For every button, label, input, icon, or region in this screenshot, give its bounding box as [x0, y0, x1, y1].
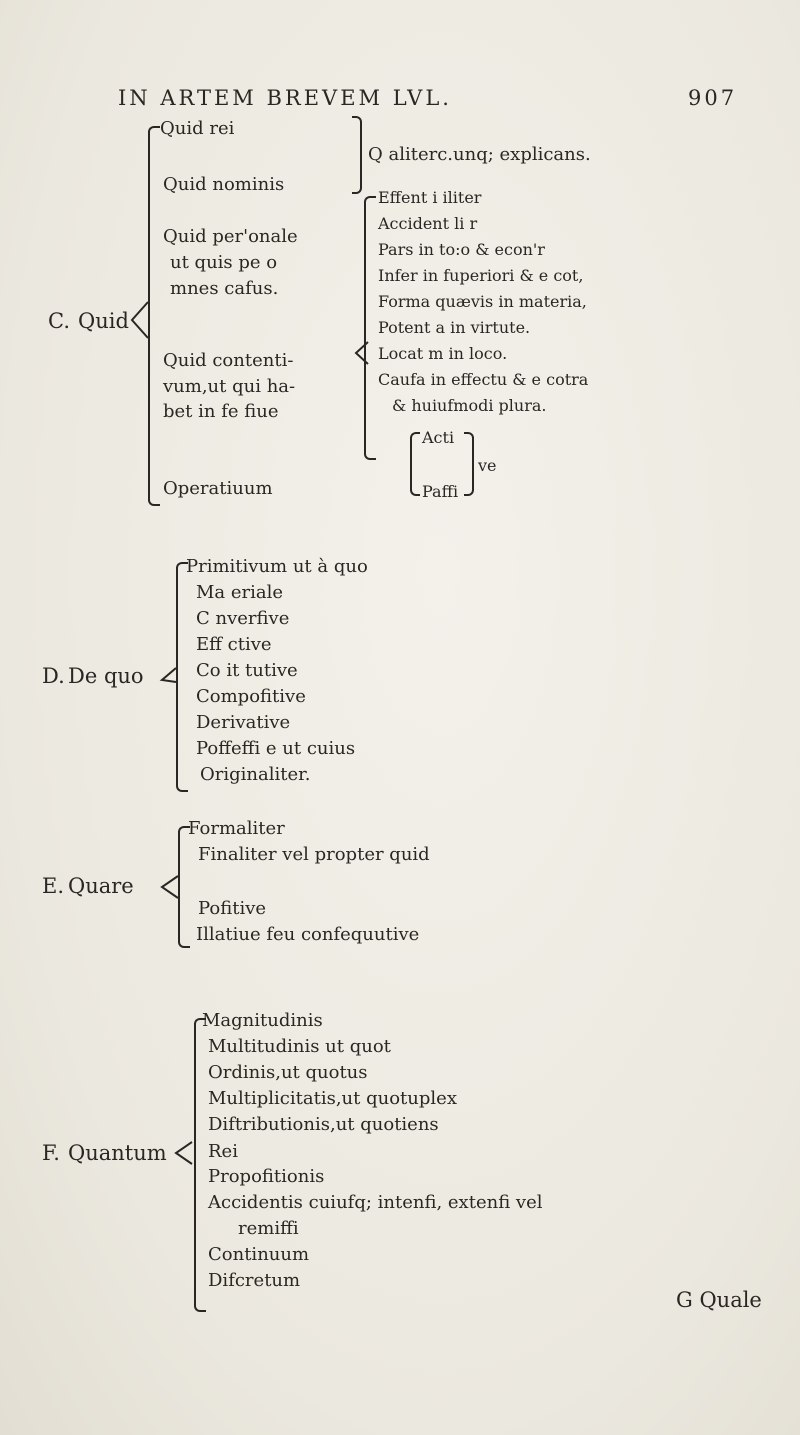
brace-point-c-effect: [354, 340, 370, 366]
effect-item-7: Caufa in effectu & e cotra: [378, 370, 589, 389]
item-d-3: Eff ctive: [196, 634, 272, 655]
running-head: IN ARTEM BREVEM LVL.: [118, 86, 452, 110]
brace-c-effect: [364, 196, 376, 460]
effect-item-6: Locat m in loco.: [378, 344, 508, 363]
page-number: 907: [688, 86, 738, 110]
effect-item-3: Infer in fuperiori & e cot,: [378, 266, 584, 285]
effect-item-8: & huiufmodi plura.: [392, 396, 547, 415]
brace-c-acti-right: [464, 432, 474, 496]
item-f-5: Rei: [208, 1141, 238, 1162]
item-d-5: Compofitive: [196, 686, 306, 707]
section-letter-e: E.: [42, 874, 65, 898]
item-f-10: Difcretum: [208, 1270, 301, 1291]
brace-point-d: [158, 666, 178, 684]
brace-point-c: [128, 300, 150, 340]
section-term-quid: Quid: [78, 309, 129, 333]
item-d-2: C nverfive: [196, 608, 290, 629]
acti-text: Acti: [422, 428, 455, 447]
item-c-6: vum,ut qui ha-: [163, 376, 296, 397]
item-f-2: Ordinis,ut quotus: [208, 1062, 368, 1083]
brace-point-e: [158, 874, 180, 900]
brace-point-f: [172, 1140, 194, 1166]
effect-item-2: Pars in to:o & econ'r: [378, 240, 545, 259]
item-e-3: Illatiue feu confequutive: [196, 924, 420, 945]
item-d-1: Ma eriale: [196, 582, 284, 603]
effect-item-5: Potent a in virtute.: [378, 318, 531, 337]
section-term-quantum: Quantum: [68, 1141, 167, 1165]
item-d-6: Derivative: [196, 712, 291, 733]
item-f-1: Multitudinis ut quot: [208, 1036, 391, 1057]
item-f-3: Multiplicitatis,ut quotuplex: [208, 1088, 457, 1109]
section-letter-f: F.: [42, 1141, 60, 1165]
passi-text: Paffi: [422, 482, 459, 501]
item-c-7: bet in fe fiue: [163, 401, 279, 422]
item-e-0: Formaliter: [188, 818, 285, 839]
brace-c-qualiter: [352, 116, 362, 194]
item-e-1: Finaliter vel propter quid: [198, 844, 430, 865]
item-f-9: Continuum: [208, 1244, 310, 1265]
brace-c-acti: [410, 432, 420, 496]
catchword: G Quale: [676, 1288, 762, 1312]
item-e-2: Pofitive: [198, 898, 267, 919]
effect-item-0: Effent i iliter: [378, 188, 482, 207]
item-c-4: mnes cafus.: [170, 278, 279, 299]
effect-item-4: Forma quævis in materia,: [378, 292, 587, 311]
section-term-de-quo: De quo: [68, 664, 144, 688]
item-f-8: remiffi: [238, 1218, 299, 1239]
item-f-4: Diftributionis,ut quotiens: [208, 1114, 439, 1135]
brace-f: [194, 1018, 206, 1312]
item-d-8: Originaliter.: [200, 764, 311, 785]
section-letter-c: C.: [48, 309, 70, 333]
item-c-1: Quid nominis: [163, 174, 285, 195]
item-f-7: Accidentis cuiufq; intenfi, extenfi vel: [208, 1192, 543, 1213]
item-c-8: Operatiuum: [163, 478, 273, 499]
item-d-0: Primitivum ut à quo: [186, 556, 368, 577]
item-c-0: Quid rei: [160, 118, 235, 139]
section-letter-d: D.: [42, 664, 65, 688]
item-d-7: Poffeffi e ut cuius: [196, 738, 356, 759]
ve-text: ve: [478, 456, 497, 475]
item-c-5: Quid contenti-: [163, 350, 294, 371]
effect-item-1: Accident li r: [378, 214, 478, 233]
section-term-quare: Quare: [68, 874, 134, 898]
item-f-6: Propofitionis: [208, 1166, 325, 1187]
item-d-4: Co it tutive: [196, 660, 298, 681]
item-f-0: Magnitudinis: [202, 1010, 323, 1031]
item-c-3: ut quis pe o: [170, 252, 278, 273]
item-c-2: Quid per'onale: [163, 226, 298, 247]
qualiter-text: Q aliterc.unq; explicans.: [368, 144, 591, 165]
